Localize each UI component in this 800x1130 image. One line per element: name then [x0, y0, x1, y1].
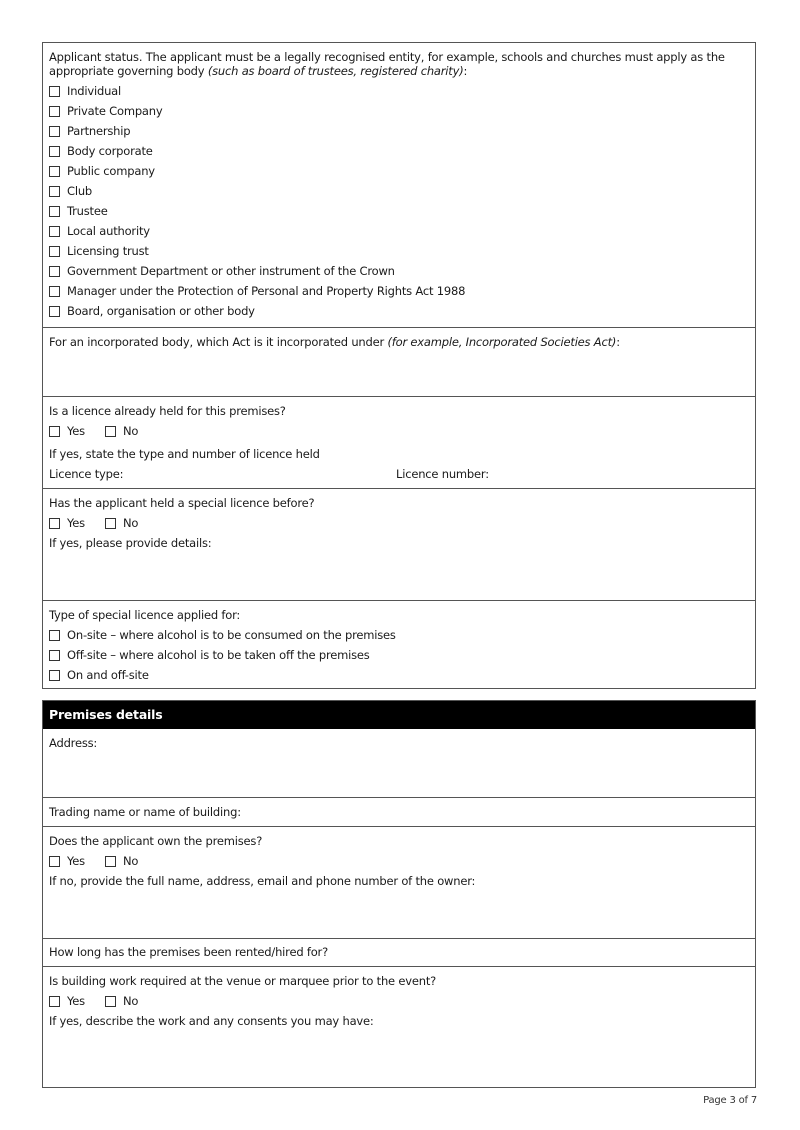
special-before-section — [43, 488, 755, 600]
building-work-choice — [49, 991, 749, 1011]
licence-fields — [49, 464, 749, 484]
checkbox-option — [49, 81, 749, 101]
page-number: Page 3 of 7 — [703, 1095, 757, 1106]
building-work-section — [43, 966, 755, 1088]
checkbox[interactable] — [49, 126, 60, 137]
yes-label: Yes — [67, 854, 85, 868]
checkbox[interactable] — [49, 286, 60, 297]
option-label: Public company — [67, 164, 155, 178]
status-options — [49, 81, 749, 321]
own-premises-section — [43, 826, 755, 938]
special-before-yes-checkbox[interactable] — [49, 518, 60, 529]
own-premises-prompt: Does the applicant own the premises? — [49, 834, 263, 848]
option-label: Club — [67, 184, 93, 198]
checkbox-option — [49, 261, 749, 281]
option-label: On-site – where alcohol is to be consumed on the premises — [67, 628, 396, 642]
option-label: Government Department or other instrument of the Crown — [67, 264, 395, 278]
checkbox-option — [49, 625, 749, 645]
checkbox[interactable] — [49, 670, 60, 681]
checkbox-option — [49, 201, 749, 221]
no-label: No — [122, 854, 139, 868]
checkbox-option — [49, 241, 749, 261]
trading-name-label: Trading name or name of building: — [49, 805, 241, 819]
prompt-italic: (for example, Incorporated Societies Act) — [387, 335, 617, 349]
premises-box — [42, 700, 756, 1088]
licence-type-prompt: Type of special licence applied for: — [49, 608, 241, 622]
special-before-choice — [49, 513, 749, 533]
licence-held-yes-checkbox[interactable] — [49, 426, 60, 437]
building-work-followup: If yes, describe the work and any consents you may have: — [49, 1014, 374, 1028]
checkbox-option — [49, 101, 749, 121]
licence-number-label: Licence number: — [396, 467, 489, 481]
checkbox[interactable] — [49, 86, 60, 97]
own-premises-choice — [49, 851, 749, 871]
option-label: Manager under the Protection of Personal and Property Rights Act 1988 — [67, 284, 466, 298]
address-section — [43, 729, 755, 797]
checkbox-option — [49, 221, 749, 241]
option-label: Licensing trust — [67, 244, 149, 258]
prompt-text: For an incorporated body, which Act is it incorporated under — [49, 335, 384, 349]
building-work-prompt: Is building work required at the venue or marquee prior to the event? — [49, 974, 437, 988]
special-before-followup: If yes, please provide details: — [49, 536, 212, 550]
checkbox[interactable] — [49, 186, 60, 197]
licence-held-choice — [49, 421, 749, 441]
incorporated-section — [43, 327, 755, 396]
applicant-status-section — [43, 43, 755, 327]
option-label: Board, organisation or other body — [67, 304, 255, 318]
checkbox[interactable] — [49, 146, 60, 157]
checkbox[interactable] — [49, 630, 60, 641]
building-work-no-checkbox[interactable] — [105, 996, 116, 1007]
checkbox-option — [49, 301, 749, 321]
premises-header: Premises details — [43, 701, 755, 729]
licence-held-prompt: Is a licence already held for this premises? — [49, 404, 286, 418]
prompt-end: : — [463, 64, 468, 78]
licence-held-no-checkbox[interactable] — [105, 426, 116, 437]
no-label: No — [122, 424, 139, 438]
building-work-yes-checkbox[interactable] — [49, 996, 60, 1007]
licence-held-section — [43, 396, 755, 488]
licence-type-label: Licence type: — [49, 467, 124, 481]
checkbox[interactable] — [49, 226, 60, 237]
prompt-italic: (such as board of trustees, registered charity) — [207, 64, 464, 78]
checkbox-option — [49, 665, 749, 685]
option-label: On and off-site — [67, 668, 149, 682]
option-label: Trustee — [67, 204, 108, 218]
prompt-end: : — [616, 335, 620, 349]
checkbox[interactable] — [49, 650, 60, 661]
checkbox-option — [49, 141, 749, 161]
applicant-box — [42, 42, 756, 689]
licence-held-followup: If yes, state the type and number of licence held — [49, 447, 320, 461]
incorporated-prompt — [49, 332, 749, 352]
applicant-status-prompt — [49, 50, 749, 78]
checkbox[interactable] — [49, 106, 60, 117]
option-label: Partnership — [67, 124, 131, 138]
yes-label: Yes — [67, 994, 85, 1008]
licence-type-options — [49, 625, 749, 685]
own-premises-no-checkbox[interactable] — [105, 856, 116, 867]
prompt-text: Applicant status. The applicant must be a legally recognised entity, for example, schools and churches must apply as the appropriate governing body — [49, 50, 725, 78]
option-label: Private Company — [67, 104, 163, 118]
yes-label: Yes — [67, 424, 85, 438]
own-premises-followup: If no, provide the full name, address, email and phone number of the owner: — [49, 874, 476, 888]
rented-label: How long has the premises been rented/hired for? — [49, 945, 328, 959]
yes-label: Yes — [67, 516, 85, 530]
licence-type-section — [43, 600, 755, 688]
special-before-prompt: Has the applicant held a special licence before? — [49, 496, 315, 510]
checkbox-option — [49, 121, 749, 141]
checkbox[interactable] — [49, 166, 60, 177]
option-label: Local authority — [67, 224, 150, 238]
checkbox-option — [49, 181, 749, 201]
special-before-no-checkbox[interactable] — [105, 518, 116, 529]
checkbox-option — [49, 281, 749, 301]
checkbox[interactable] — [49, 246, 60, 257]
no-label: No — [122, 994, 139, 1008]
no-label: No — [122, 516, 139, 530]
checkbox[interactable] — [49, 306, 60, 317]
option-label: Off-site – where alcohol is to be taken off the premises — [67, 648, 370, 662]
checkbox[interactable] — [49, 206, 60, 217]
checkbox[interactable] — [49, 266, 60, 277]
checkbox-option — [49, 161, 749, 181]
option-label: Individual — [67, 84, 122, 98]
address-label: Address: — [49, 736, 98, 750]
own-premises-yes-checkbox[interactable] — [49, 856, 60, 867]
option-label: Body corporate — [67, 144, 153, 158]
checkbox-option — [49, 645, 749, 665]
trading-name-section — [43, 797, 755, 826]
rented-section — [43, 938, 755, 966]
